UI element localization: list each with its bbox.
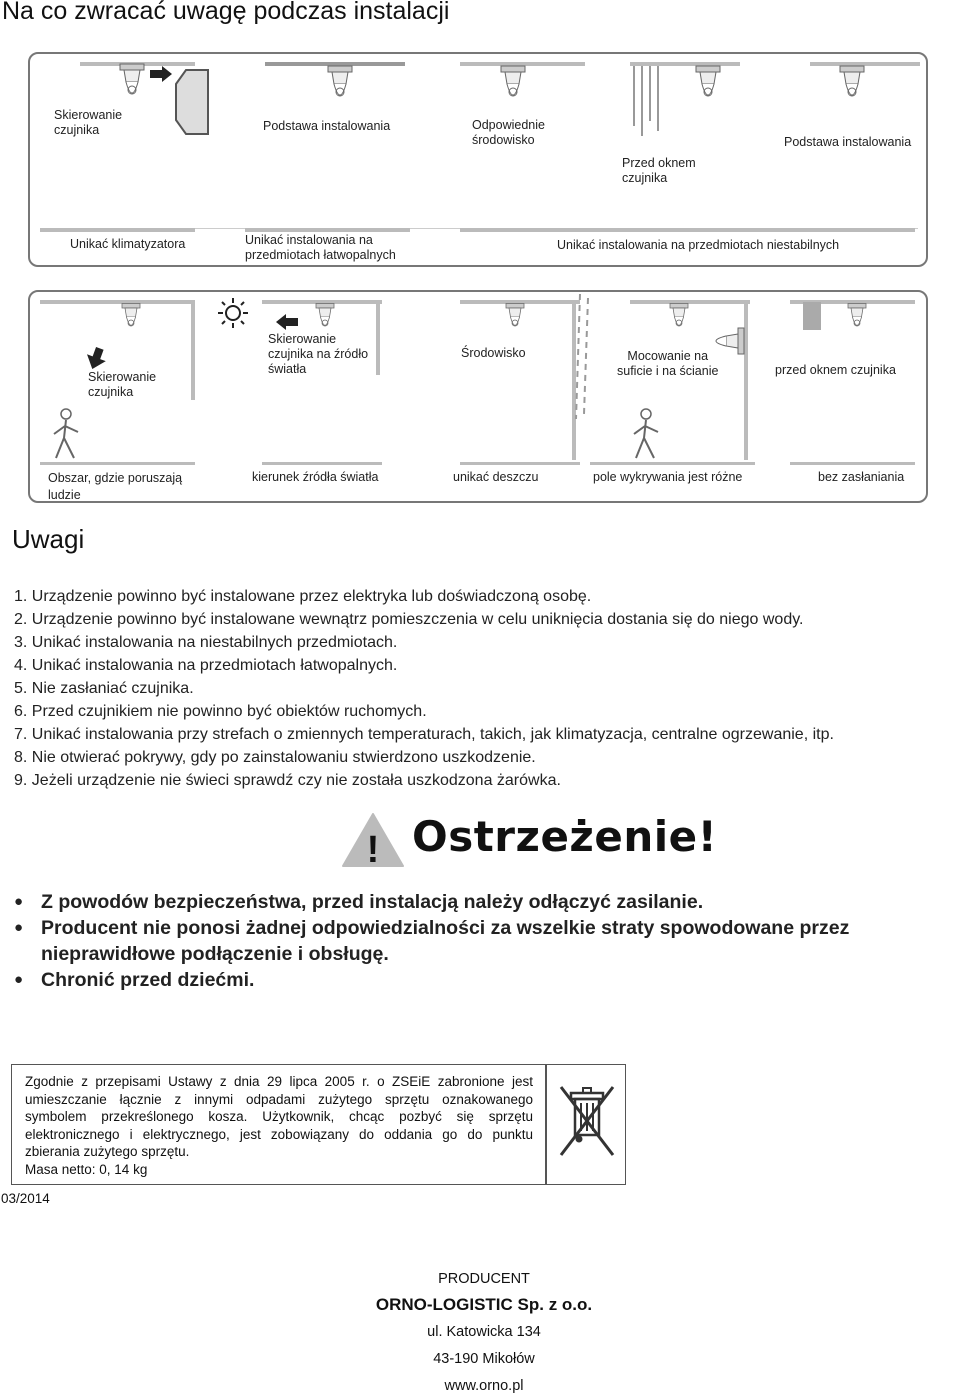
notes-heading: Uwagi: [12, 524, 85, 554]
note-item: 6. Przed czujnikiem nie powinno być obiektów ruchomych.: [14, 703, 427, 720]
caption-srodowisko: Odpowiednie środowisko: [472, 118, 545, 147]
sensor-lamp-icon: [664, 302, 694, 338]
sun-icon: [218, 298, 248, 328]
caption-niestabilne: Unikać instalowania na przedmiotach niestabilnych: [557, 238, 840, 252]
bullet: ●: [14, 971, 24, 988]
wall-bar: [191, 300, 195, 400]
walking-person-icon: [52, 408, 82, 460]
caption-okno: przed oknem czujnika: [775, 363, 896, 377]
producer-company: ORNO-LOGISTIC Sp. z o.o.: [375, 1295, 593, 1314]
arrow-down-left-icon: [86, 348, 108, 370]
warning-exclamation: !: [366, 829, 380, 871]
note-item: 8. Nie otwierać pokrywy, gdy po zainstalowaniu stwierdzono uszkodzenie.: [14, 749, 536, 766]
caption-deszcz: unikać deszczu: [453, 470, 539, 484]
installation-tips-panel-1: [28, 52, 928, 267]
warning-title: Ostrzeżenie!: [412, 812, 718, 861]
caption-mocowanie: Mocowanie na suficie i na ścianie: [617, 349, 719, 378]
caption-zrodlo-swiatla: Skierowanie czujnika na źródło światła: [268, 332, 369, 376]
caption-podstawa: Podstawa instalowania: [784, 135, 912, 149]
note-item: 9. Jeżeli urządzenie nie świeci sprawdź czy nie została uszkodzona żarówka.: [14, 772, 561, 789]
wall-bar: [744, 300, 748, 460]
sensor-lamp-icon: [842, 302, 872, 338]
floor-bar: [590, 462, 755, 465]
note-item: 7. Unikać instalowania przy strefach o zmiennych temperaturach, takich, jak klimatyzacja, centralne ogrzewanie, itp.: [14, 726, 834, 743]
sensor-lamp-icon: [116, 302, 146, 338]
caption-srodowisko: Środowisko: [461, 346, 526, 360]
caption-przed-oknem: Przed oknem czujnika: [622, 156, 696, 185]
walking-person-icon: [632, 408, 662, 460]
weee-text: Zgodnie z przepisami Ustawy z dnia 29 lipca 2005 r. o ZSEiE zabronione jest umieszczanie łącznie z innymi odpadami zużytego sprzętu oznakowanego symbolem przekreślonego kosza. Użytkownik, chcąc pozbyć się sprzętu elektronicznego i elektrycznego, jest zobowiązany do oddania go do punktu zbierania zużytego sprzętu. Masa netto: 0, 14 kg: [25, 1074, 533, 1177]
producer-city: 43-190 Mikołów: [433, 1351, 535, 1367]
weee-notice-box: [11, 1064, 626, 1185]
sensor-lamp-icon: [320, 66, 360, 110]
producer-street: ul. Katowicka 134: [427, 1324, 541, 1340]
caption-skierowanie: Skierowanie czujnika: [88, 370, 157, 399]
rain-icon: [574, 294, 592, 419]
caption-zaslanianie: bez zasłaniania: [818, 470, 905, 484]
ceiling-bar: [460, 228, 915, 232]
warning-triangle-icon: [341, 812, 405, 871]
producer-website[interactable]: www.orno.pl: [444, 1378, 524, 1394]
document-date: 03/2014: [1, 1191, 50, 1206]
obstruction-block: [803, 302, 821, 330]
floor-bar: [790, 462, 915, 465]
note-item: 2. Urządzenie powinno być instalowane wewnątrz pomieszczenia w celu uniknięcia dostania się do niego wody.: [14, 611, 804, 628]
arrow-right-icon: [150, 66, 174, 82]
caption-pole: pole wykrywania jest różne: [593, 470, 743, 484]
sensor-lamp-icon: [832, 66, 872, 110]
weee-separator: [545, 1065, 547, 1184]
arrow-left-icon: [276, 314, 298, 330]
net-mass: Masa netto: 0, 14 kg: [25, 1161, 148, 1177]
caption-kierunek: kierunek źródła światła: [252, 470, 379, 484]
floor-bar: [262, 462, 382, 465]
note-item: 1. Urządzenie powinno być instalowane przez elektryka lub doświadczoną osobę.: [14, 588, 592, 605]
ceiling-bar: [40, 228, 195, 232]
note-item: 5. Nie zasłaniać czujnika.: [14, 680, 194, 697]
floor-bar: [460, 462, 580, 465]
sensor-lamp-icon: [112, 64, 152, 108]
sensor-lamp-icon: [500, 302, 530, 338]
warning-item: ● Chronić przed dziećmi.: [14, 969, 255, 991]
caption-podstawa: Podstawa instalowania: [263, 119, 391, 133]
bullet: ●: [14, 919, 24, 936]
note-item: 4. Unikać instalowania na przedmiotach łatwopalnych.: [14, 657, 398, 674]
ceiling-bar: [245, 228, 410, 232]
caption-skierowanie: Skierowanie czujnika: [54, 108, 123, 137]
warning-item: ● Producent nie ponosi żadnej odpowiedzialności za wszelkie straty spowodowane przez nieprawidłowe podłączenie i obsługę.: [14, 917, 850, 965]
caption-latwopalne: Unikać instalowania na przedmiotach łatwopalnych: [245, 233, 396, 262]
note-item: 3. Unikać instalowania na niestabilnych przedmiotach.: [14, 634, 398, 651]
notes-list: [14, 585, 834, 792]
air-conditioner-icon: [176, 70, 208, 134]
page-title: Na co zwracać uwagę podczas instalacji: [2, 0, 450, 25]
crossed-bin-icon: [557, 1083, 617, 1163]
caption-obszar: Obszar, gdzie poruszają ludzie: [48, 471, 183, 502]
warning-item: ● Z powodów bezpieczeństwa, przed instalacją należy odłączyć zasilanie.: [14, 891, 704, 913]
floor-bar: [40, 462, 195, 465]
sensor-lamp-icon: [688, 66, 728, 110]
bullet: ●: [14, 893, 24, 910]
producer-label: PRODUCENT: [438, 1271, 530, 1287]
caption-klimatyzator: Unikać klimatyzatora: [70, 237, 186, 251]
sensor-lamp-icon: [493, 66, 533, 110]
warning-list: [14, 889, 944, 993]
wall-bar: [376, 300, 380, 375]
curtain-icon: [630, 66, 660, 156]
